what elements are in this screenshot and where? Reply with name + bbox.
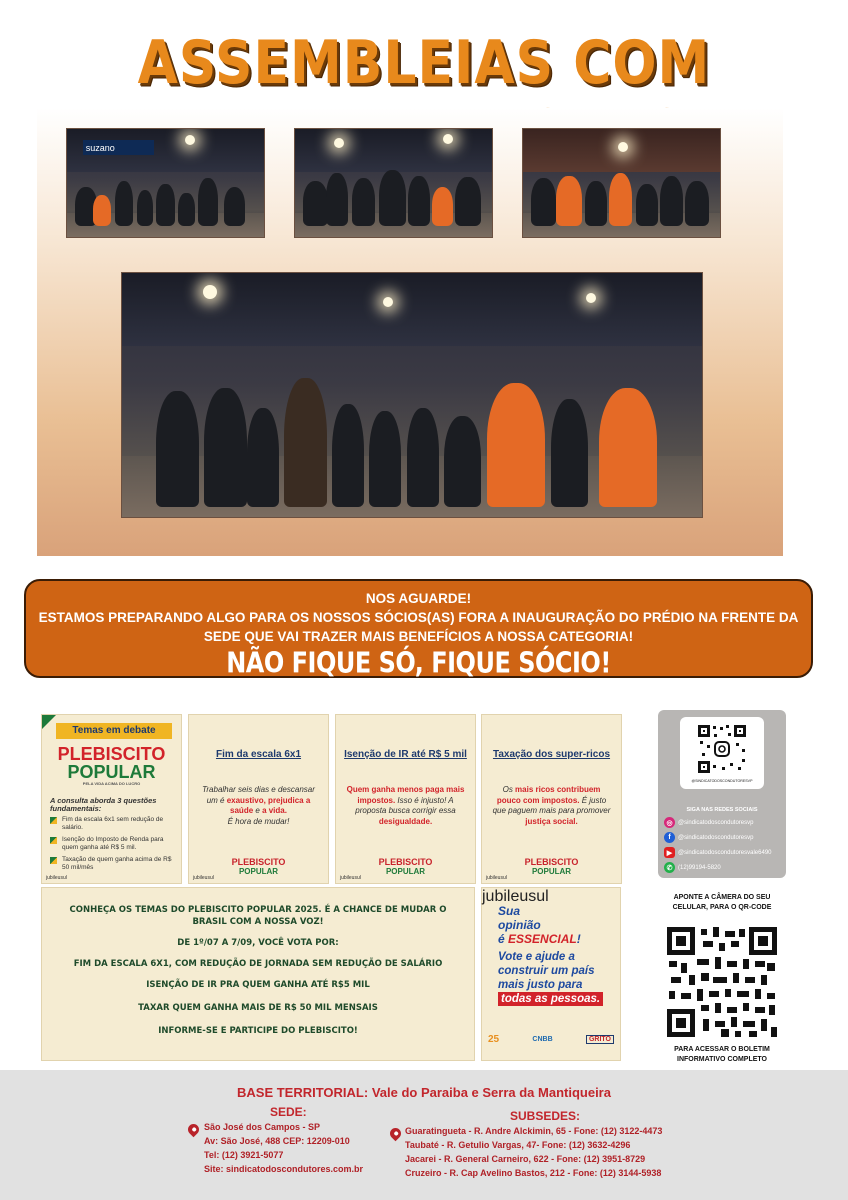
topic-card-escala: [188, 714, 329, 884]
info-line: FIM DA ESCALA 6X1, COM REDUÇÃO DE JORNADA SEM REDUÇÃO DE SALÁRIO: [73, 959, 443, 969]
subsedes-heading: SUBSEDES:: [510, 1109, 581, 1123]
assembly-photo-2: [294, 128, 493, 238]
footer: [0, 1070, 848, 1200]
topic-body: Os mais ricos contribuem pouco com impostos. É justo que paguem mais para promover justiça social.: [492, 785, 611, 826]
page-title: ASSEMBLEIAS COM: [137, 29, 711, 98]
card-footer: jubileusul: [482, 888, 549, 905]
info-line: INFORME-SE E PARTICIPE DO PLEBISCITO!: [158, 1026, 358, 1036]
logo-grito: GRITO: [586, 1035, 614, 1044]
topic-card-ir: [335, 714, 476, 884]
qr-handle: @SINDICATODOSCONDUTORESVP: [691, 779, 753, 783]
photo-panel: [37, 108, 783, 556]
partner-logos: [488, 1030, 614, 1048]
info-line: CONHEÇA OS TEMAS DO PLEBISCITO POPULAR 2025. É A CHANCE DE MUDAR O BRASIL COM A NOSSA VOZ!: [69, 905, 447, 927]
plebiscito-logo: PLEBISCITO POPULAR PELA VIDA ACIMA DO LUCRO: [57, 744, 166, 786]
company-sign: suzano: [83, 140, 154, 155]
vote-heading: Sua opinião é ESSENCIAL!: [498, 904, 581, 946]
assembly-photo-main: [121, 272, 703, 518]
info-line: ISENÇÃO DE IR PRA QUEM GANHA ATÉ R$5 MIL: [146, 980, 370, 990]
topic-title: Fim da escala 6x1: [215, 749, 302, 760]
info-line: DE 1º/07 A 7/09, VOCÊ VOTA POR:: [177, 938, 339, 948]
plebiscito-logo: PLEBISCITO POPULAR: [231, 857, 286, 876]
card-footer: jubileusul: [340, 875, 361, 881]
qr-instruction: APONTE A CÂMERA DO SEU CELULAR, PARA O QR-CODE: [672, 894, 772, 911]
topic-body: Quem ganha menos paga mais impostos. Isso é injusto! A proposta busca corrigir essa desigualdade.: [346, 785, 465, 826]
whatsapp-icon: ✆: [664, 862, 675, 873]
social-youtube[interactable]: ▶ @sindicatodoscondutoresvale6490: [664, 846, 772, 859]
card-footer: jubileusul: [46, 875, 67, 881]
qr-caption: PARA ACESSAR O BOLETIM INFORMATIVO COMPLETO: [674, 1046, 770, 1063]
sede-heading: SEDE:: [270, 1105, 307, 1119]
debate-list: A consulta aborda 3 questões fundamentais: Fim da escala 6x1 sem redução de salário. Isenção do Imposto de Renda para quem ganha até R$ 5 mil. Taxação de quem ganha acima de R$ 50 mil/mês: [50, 797, 175, 876]
list-item: Isenção do Imposto de Renda para quem ganha até R$ 5 mil.: [50, 836, 175, 852]
info-line: TAXAR QUEM GANHA MAIS DE R$ 50 MIL MENSAIS: [138, 1003, 378, 1013]
vote-card: [481, 887, 621, 1061]
subsedes-list: Guaratingueta - R. Andre Alckimin, 65 - Fone: (12) 3122-4473 Taubaté - R. Getulio Vargas, 47- Fone: (12) 3632-4296 Jacarei - R. General Carneiro, 622 - Fone: (12) 3951-8729 Cruzeiro - R. Cap Avelino Bastos, 212 - Fone: (12) 3144-5938: [405, 1126, 663, 1178]
bulletin-qr-code[interactable]: [667, 927, 777, 1037]
announcement-text: ESTAMOS PREPARANDO ALGO PARA OS NOSSOS SÓCIOS(AS) FORA A INAUGURAÇÃO DO PRÉDIO NA FRENTE DA SEDE QUE VAI TRAZER MAIS BENEFÍCIOS A NOSSA CATEGORIA!: [38, 610, 799, 644]
instagram-qr-icon: [680, 717, 764, 777]
social-facebook[interactable]: f @sindicatodoscondutoresvp: [664, 831, 753, 844]
location-pin-icon: [186, 1122, 202, 1138]
logo-cnbb: CNBB: [532, 1035, 553, 1043]
topic-body: Trabalhar seis dias e descansar um é exaustivo, prejudica a saúde e a vida. É hora de mudar!: [202, 785, 315, 826]
plebiscito-debate-card: [41, 714, 182, 884]
card-footer: jubileusul: [193, 875, 214, 881]
announcement-box: [24, 579, 813, 678]
social-instagram[interactable]: ◎ @sindicatodoscondutoresvp: [664, 816, 753, 829]
plebiscito-logo: PLEBISCITO POPULAR: [524, 857, 579, 876]
logo-25: 25: [488, 1033, 500, 1045]
topic-title: Isenção de IR até R$ 5 mil: [344, 749, 467, 760]
social-whatsapp[interactable]: ✆ (12)99194-5820: [664, 861, 721, 874]
social-panel: [658, 710, 786, 878]
topic-title: Taxação dos super-ricos: [492, 749, 611, 760]
list-item: Fim da escala 6x1 sem redução de salário.: [50, 816, 175, 832]
follow-heading: SIGA NAS REDES SOCIAIS: [686, 807, 758, 813]
sede-address: São José dos Campos - SP Av: São José, 488 CEP: 12209-010 Tel: (12) 3921-5077 Site: sindicatodoscondutores.com.br: [204, 1122, 364, 1174]
plebiscito-logo: PLEBISCITO POPULAR: [378, 857, 433, 876]
assembly-photo-3: [522, 128, 721, 238]
youtube-icon: ▶: [664, 847, 675, 858]
plebiscito-info: [41, 887, 475, 1061]
card-footer: jubileusul: [486, 875, 507, 881]
topic-card-taxacao: [481, 714, 622, 884]
announcement-heading: NOS AGUARDE!: [365, 591, 472, 606]
list-item: Taxação de quem ganha acima de R$ 50 mil/mês: [50, 856, 175, 872]
vote-text: Vote e ajude a construir um país mais justo para todas as pessoas.: [498, 950, 612, 1006]
announcement-slogan: NÃO FIQUE SÓ, FIQUE SÓCIO!: [226, 646, 611, 680]
assembly-photo-1: [66, 128, 265, 238]
instagram-icon: ◎: [664, 817, 675, 828]
location-pin-icon: [388, 1126, 404, 1142]
territorial-base: BASE TERRITORIAL: Vale do Paraiba e Serra da Mantiqueira: [237, 1085, 611, 1100]
debate-tag: Temas em debate: [56, 723, 172, 739]
facebook-icon: f: [664, 832, 675, 843]
